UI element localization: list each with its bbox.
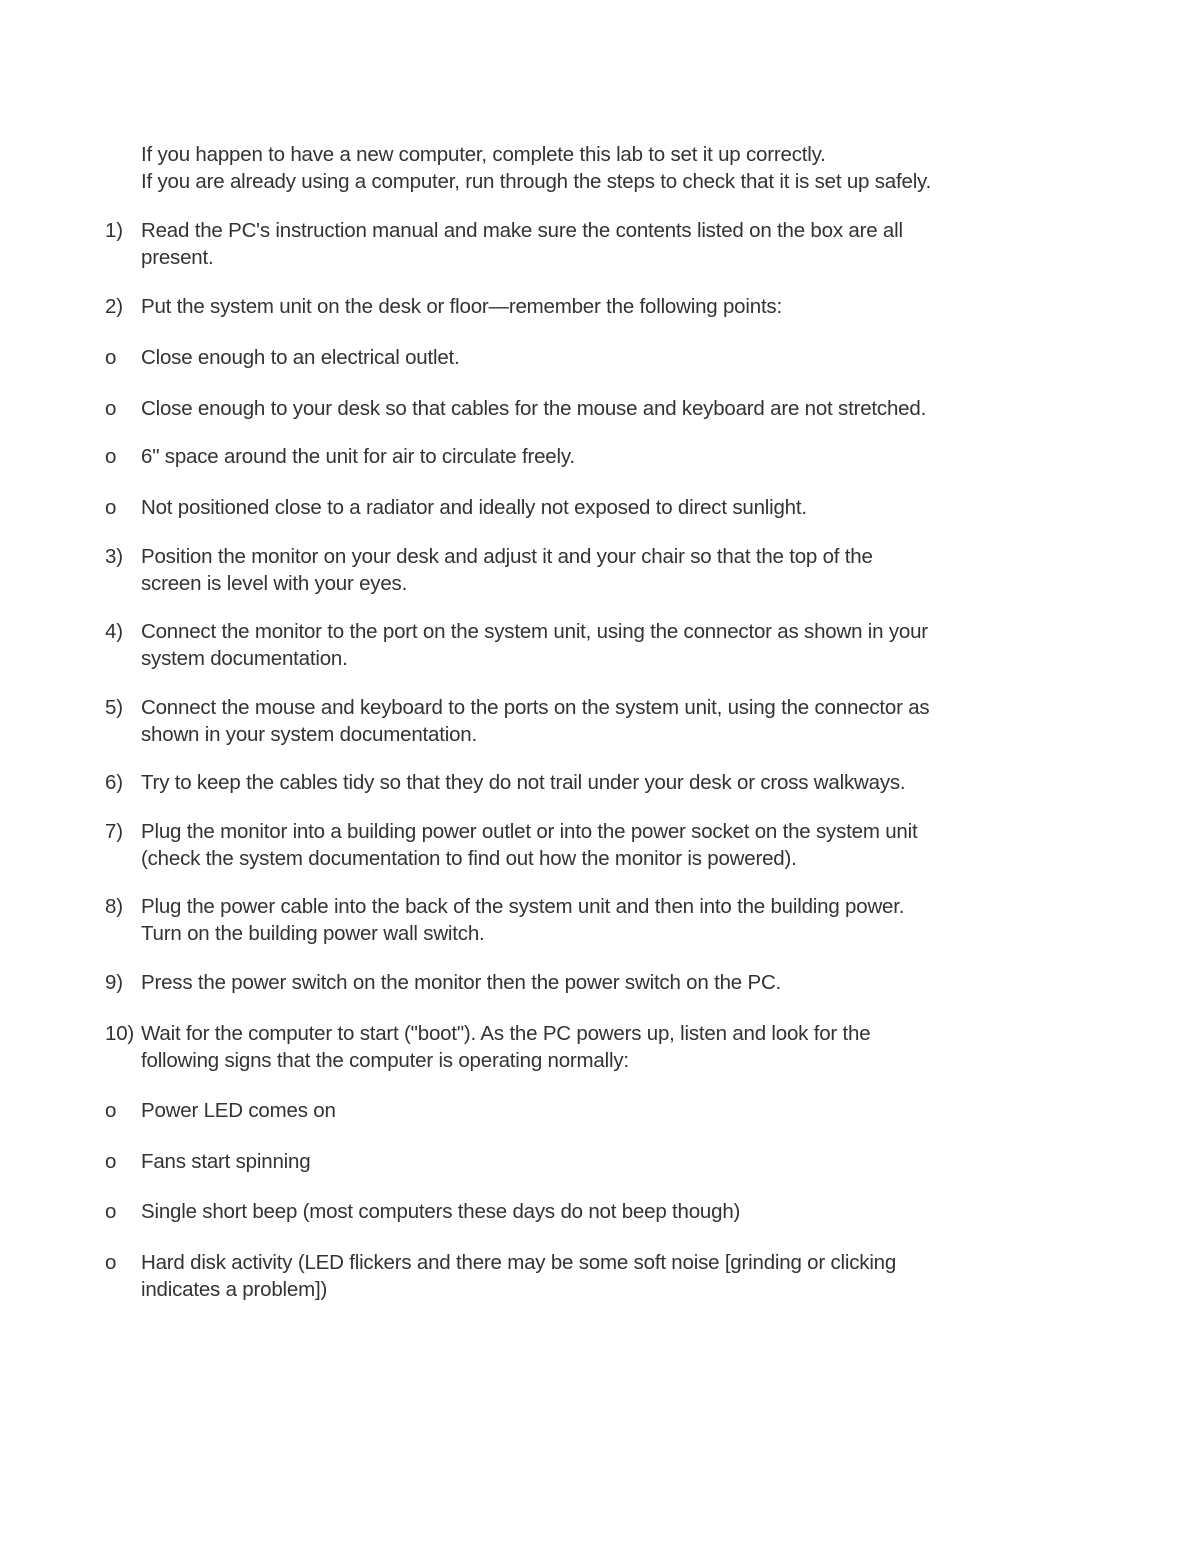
list-item-text bbox=[141, 969, 1021, 996]
list-marker: o bbox=[105, 397, 117, 420]
text-line: Power LED comes on bbox=[141, 1099, 336, 1122]
list-item-text bbox=[141, 543, 1021, 597]
text-line: Connect the mouse and keyboard to the ports on the system unit, using the connector as bbox=[141, 696, 930, 719]
text-line: (check the system documentation to find out how the monitor is powered). bbox=[141, 847, 797, 870]
list-item-text bbox=[141, 344, 1021, 371]
text-line: Read the PC's instruction manual and make sure the contents listed on the box are all bbox=[141, 219, 903, 242]
list-marker: 8) bbox=[105, 895, 123, 918]
text-line: Position the monitor on your desk and adjust it and your chair so that the top of the bbox=[141, 545, 873, 568]
text-line: Try to keep the cables tidy so that they do not trail under your desk or cross walkways. bbox=[141, 771, 906, 794]
text-line: Wait for the computer to start ("boot"). As the PC powers up, listen and look for the bbox=[141, 1022, 871, 1045]
text-line: system documentation. bbox=[141, 647, 348, 670]
list-item-text bbox=[141, 618, 1021, 672]
list-item-text bbox=[141, 893, 1021, 947]
list-marker: o bbox=[105, 346, 117, 369]
list-marker: 4) bbox=[105, 620, 123, 643]
list-marker: 9) bbox=[105, 971, 123, 994]
list-item-text bbox=[141, 217, 1021, 271]
list-item-text bbox=[141, 494, 1021, 521]
text-line: present. bbox=[141, 246, 214, 269]
list-item-text bbox=[141, 443, 1021, 470]
text-line: screen is level with your eyes. bbox=[141, 572, 408, 595]
text-line: Plug the monitor into a building power outlet or into the power socket on the system unit bbox=[141, 820, 918, 843]
text-line: Connect the monitor to the port on the system unit, using the connector as shown in your bbox=[141, 620, 928, 643]
list-marker: 7) bbox=[105, 820, 123, 843]
list-item-text bbox=[141, 1020, 1021, 1074]
text-line: Fans start spinning bbox=[141, 1150, 311, 1173]
text-line: following signs that the computer is operating normally: bbox=[141, 1049, 629, 1072]
text-line: Close enough to an electrical outlet. bbox=[141, 346, 460, 369]
text-line: Turn on the building power wall switch. bbox=[141, 922, 485, 945]
text-line: Press the power switch on the monitor then the power switch on the PC. bbox=[141, 971, 782, 994]
text-line: Plug the power cable into the back of the system unit and then into the building power. bbox=[141, 895, 905, 918]
text-line: Hard disk activity (LED flickers and there may be some soft noise [grinding or clicking bbox=[141, 1251, 897, 1274]
text-line: Single short beep (most computers these days do not beep though) bbox=[141, 1200, 741, 1223]
text-line: indicates a problem]) bbox=[141, 1278, 328, 1301]
list-marker: 2) bbox=[105, 295, 123, 318]
text-line: Close enough to your desk so that cables for the mouse and keyboard are not stretched. bbox=[141, 397, 927, 420]
list-item-text bbox=[141, 293, 1021, 320]
list-item-text bbox=[141, 1198, 1021, 1225]
list-marker: 10) bbox=[105, 1022, 135, 1045]
intro-line-2: If you are already using a computer, run through the steps to check that it is set up safely. bbox=[141, 170, 932, 193]
list-item-text bbox=[141, 1097, 1021, 1124]
text-line: Put the system unit on the desk or floor—remember the following points: bbox=[141, 295, 782, 318]
intro-line-1: If you happen to have a new computer, complete this lab to set it up correctly. bbox=[141, 143, 826, 166]
list-marker: o bbox=[105, 1251, 117, 1274]
list-marker: 3) bbox=[105, 545, 123, 568]
text-line: shown in your system documentation. bbox=[141, 723, 477, 746]
list-marker: o bbox=[105, 1200, 117, 1223]
list-marker: 6) bbox=[105, 771, 123, 794]
list-marker: 1) bbox=[105, 219, 123, 242]
list-item-text bbox=[141, 1148, 1021, 1175]
list-item-text bbox=[141, 1249, 1021, 1303]
list-marker: o bbox=[105, 496, 117, 519]
list-item-text bbox=[141, 818, 1021, 872]
list-item-text bbox=[141, 694, 1021, 748]
text-line: Not positioned close to a radiator and ideally not exposed to direct sunlight. bbox=[141, 496, 807, 519]
list-marker: o bbox=[105, 1150, 117, 1173]
list-marker: 5) bbox=[105, 696, 123, 719]
intro-paragraph bbox=[141, 141, 1041, 195]
text-line: 6" space around the unit for air to circulate freely. bbox=[141, 445, 575, 468]
list-marker: o bbox=[105, 1099, 117, 1122]
list-item-text bbox=[141, 769, 1021, 796]
list-marker: o bbox=[105, 445, 117, 468]
list-item-text bbox=[141, 395, 1021, 422]
